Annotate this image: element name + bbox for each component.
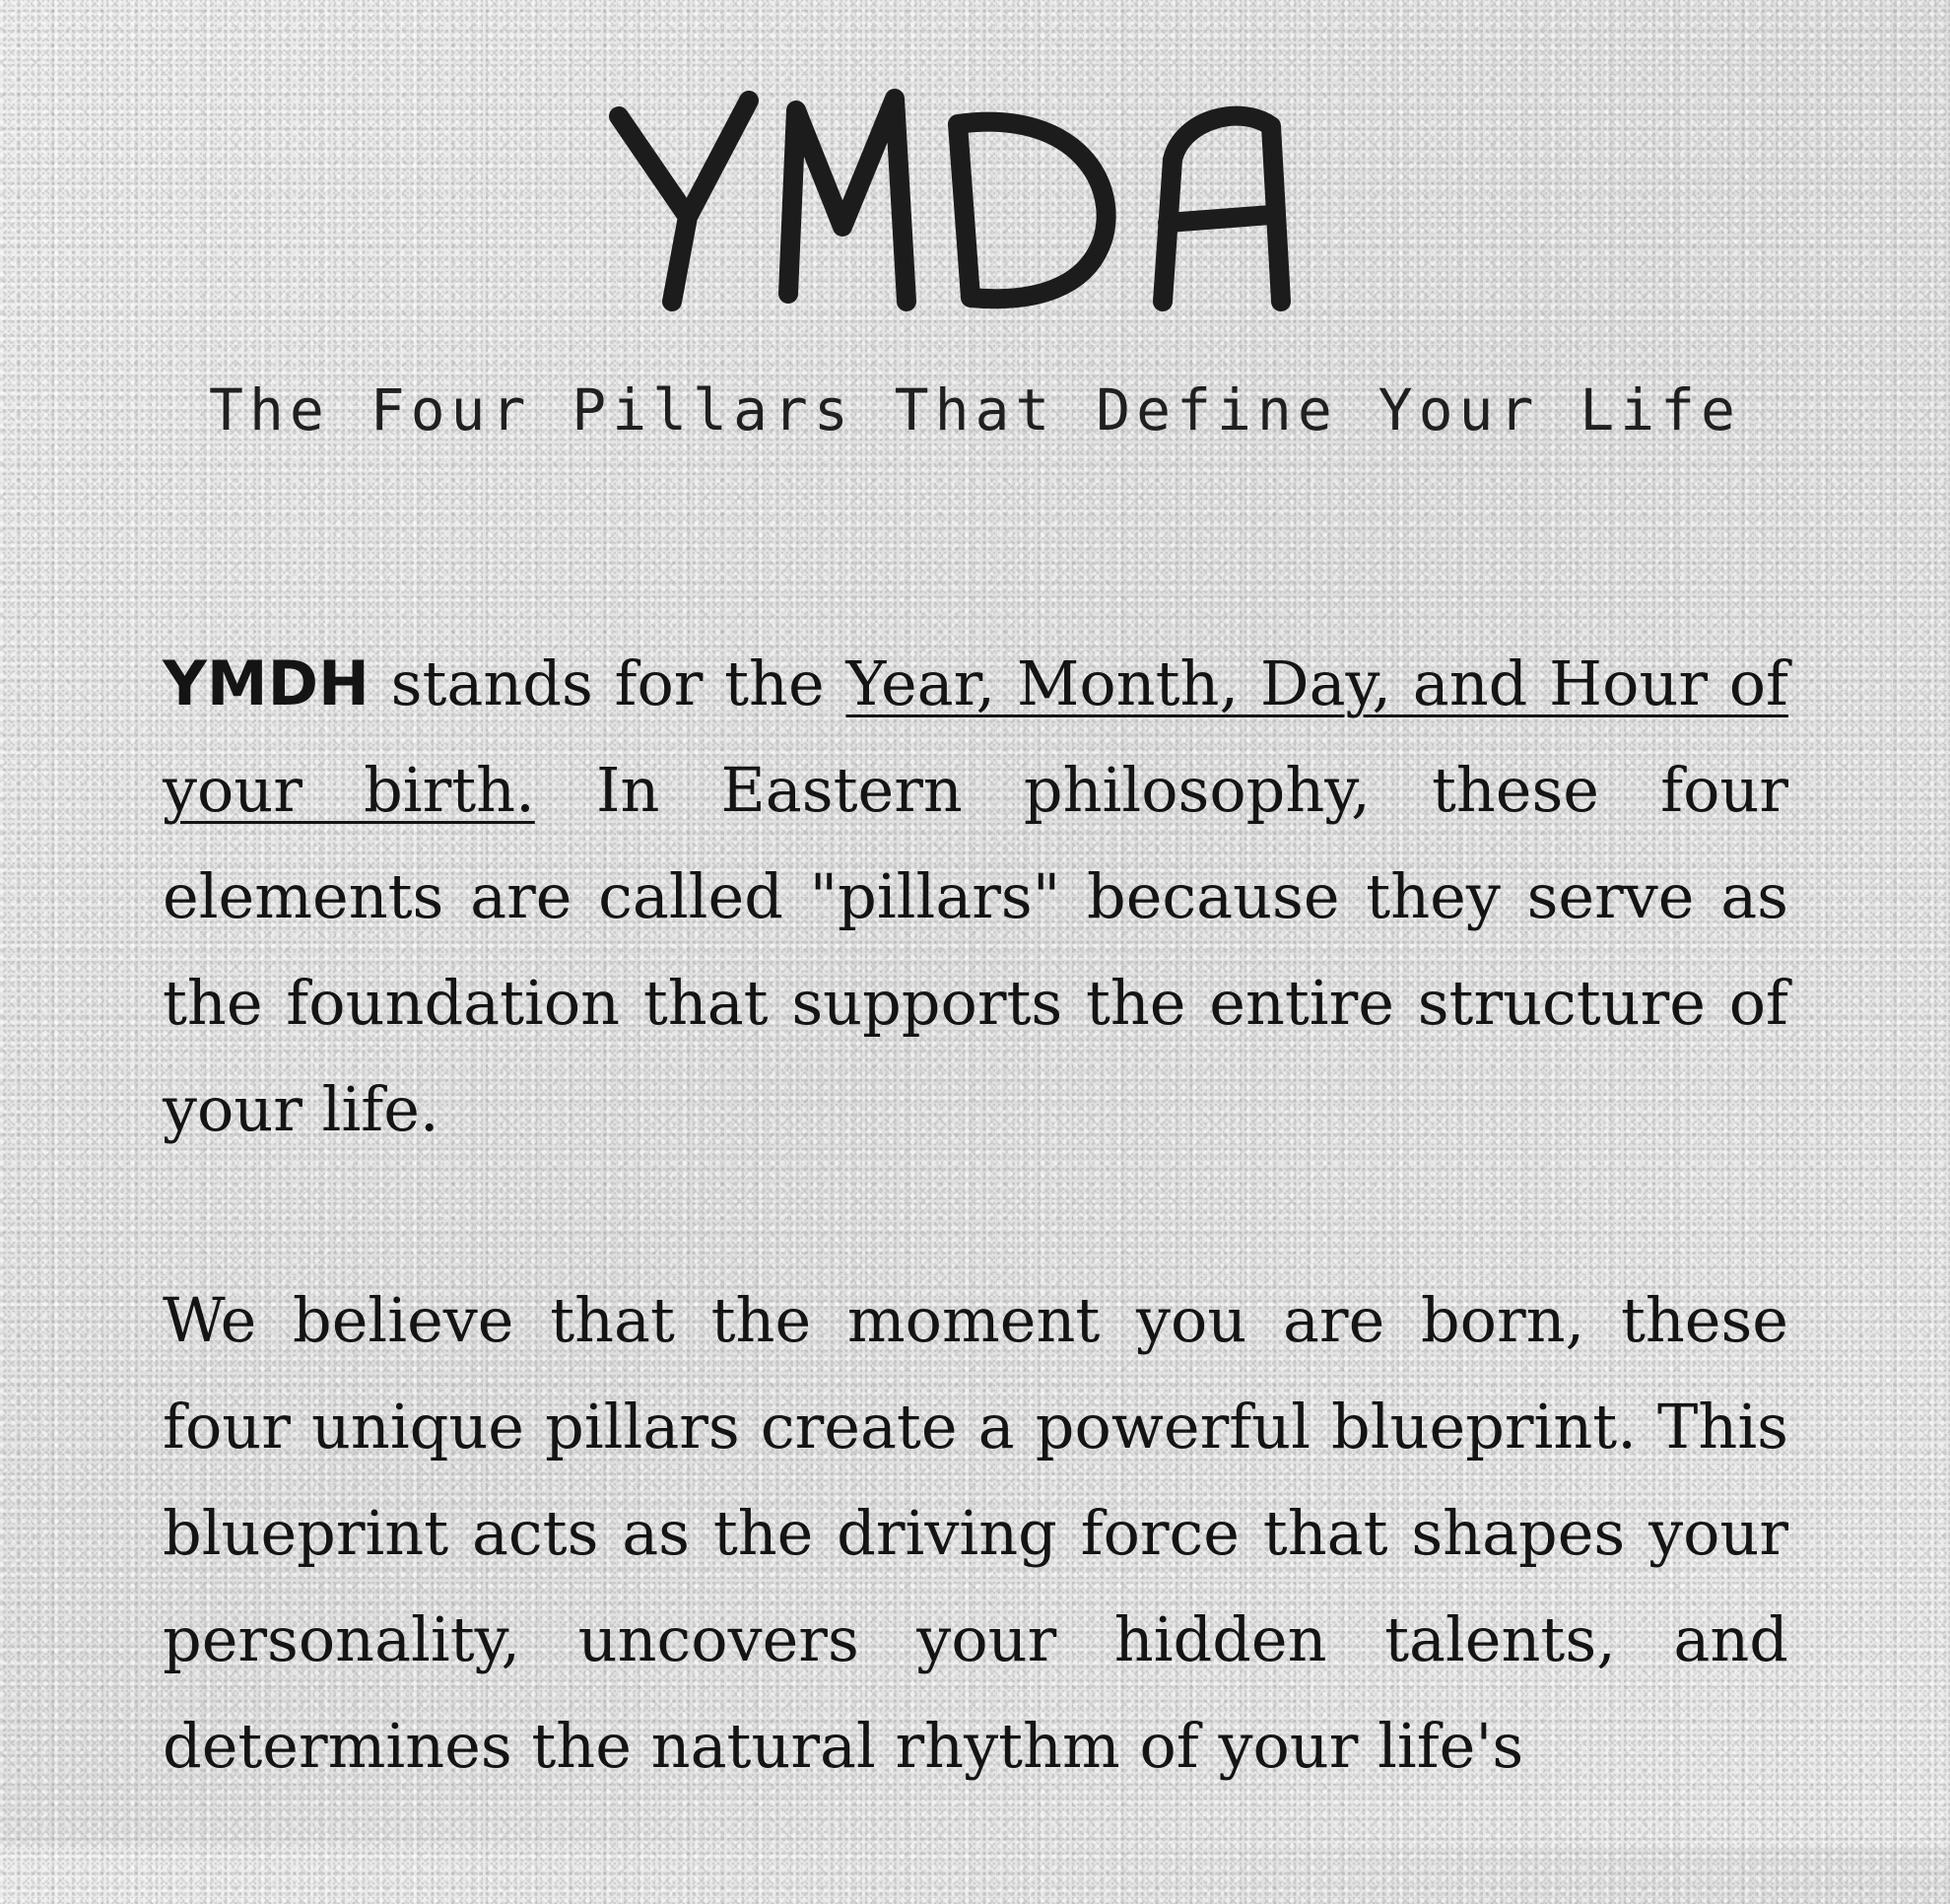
intro-paragraph — [163, 631, 1788, 1163]
birth-elements-highlight: Year, Month, Day, and Hour of your birth. — [163, 647, 1789, 826]
blueprint-paragraph: We believe that the moment you are born, these four unique pillars create a powerful blueprint. This blueprint acts as the driving force that shapes your personality, uncovers your hidden talents, and determines the natural rhythm of your life's — [163, 1284, 1788, 1782]
intro-text-1: stands for the — [369, 647, 846, 719]
ymdh-logo — [591, 69, 1301, 325]
main-content — [163, 631, 1788, 1904]
brand-name: YMDH — [163, 647, 370, 719]
intro-text-2: In Eastern philosophy, these four elements are called "pillars" because they serve as the foundation that supports the entire structure of your life. — [163, 754, 1788, 1145]
tagline: The Four Pillars That Define Your Life — [209, 376, 1741, 443]
